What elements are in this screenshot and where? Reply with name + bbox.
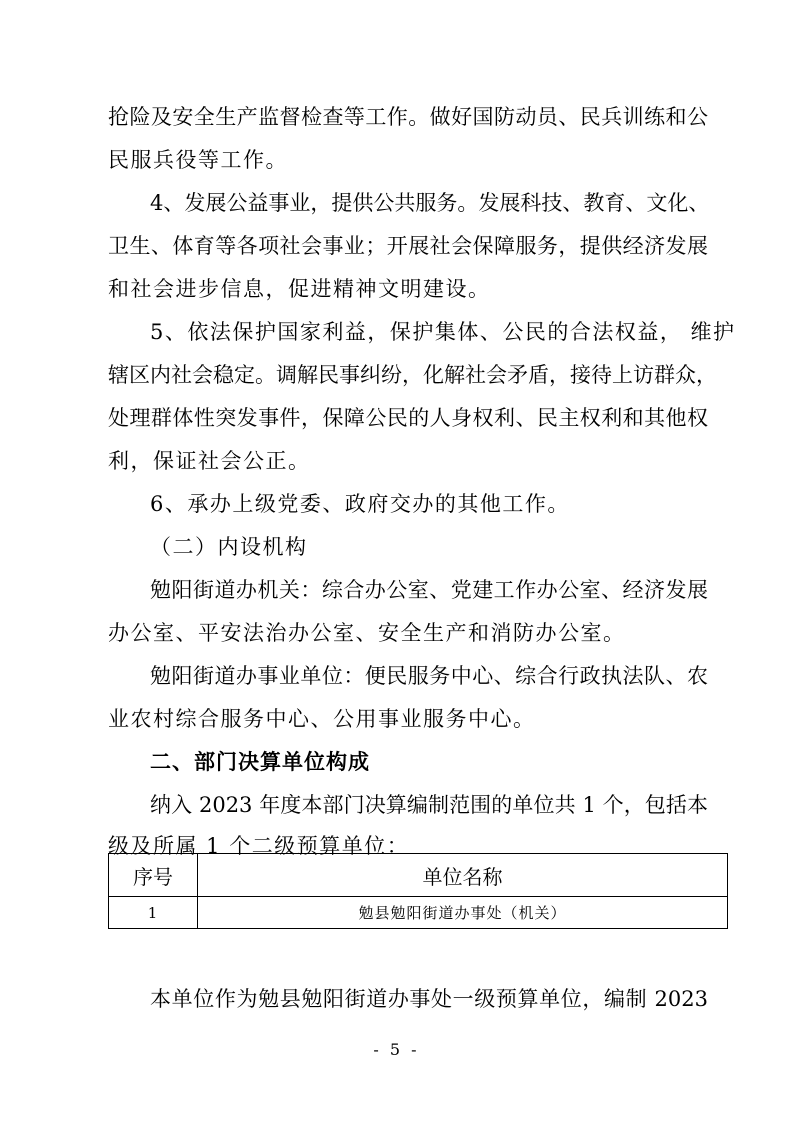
paragraph-line: 辖区内社会稳定。调解民事纠纷，化解社会矛盾，接待上访群众， [108, 363, 717, 387]
paragraph-line: 纳入 2023 年度本部门决算编制范围的单位共 1 个，包括本 [150, 793, 708, 817]
paragraph-line: 处理群体性突发事件，保障公民的人身权利、民主权利和其他权 [108, 406, 708, 430]
paragraph-line: 办公室、平安法治办公室、安全生产和消防办公室。 [108, 621, 626, 645]
paragraph-line: 5、依法保护国家利益，保护集体、公民的合法权益， 维护 [150, 320, 736, 344]
paragraph-line: 勉阳街道办机关：综合办公室、党建工作办公室、经济发展 [150, 578, 708, 602]
paragraph-line: 和社会进步信息，促进精神文明建设。 [108, 277, 491, 301]
table-row [109, 897, 728, 929]
budget-units-table [108, 853, 728, 929]
paragraph-line: 业农村综合服务中心、公用事业服务中心。 [108, 707, 536, 731]
section-subheading: （二）内设机构 [150, 535, 308, 559]
paragraph-line: 民服兵役等工作。 [108, 148, 288, 172]
paragraph-line: 利，保证社会公正。 [108, 449, 311, 473]
cell-serial-number: 1 [109, 897, 198, 929]
section-heading: 二、部门决算单位构成 [150, 750, 370, 774]
table-header-row [109, 854, 728, 897]
paragraph-line: 6、承办上级党委、政府交办的其他工作。 [150, 492, 570, 516]
cell-unit-name: 勉县勉阳街道办事处（机关） [198, 897, 728, 929]
paragraph-line: 抢险及安全生产监督检查等工作。做好国防动员、民兵训练和公 [108, 105, 708, 129]
paragraph-line: 级及所属 1 个二级预算单位： [108, 834, 410, 858]
header-unit-name: 单位名称 [198, 854, 728, 897]
paragraph-line: 卫生、体育等各项社会事业；开展社会保障服务，提供经济发展 [108, 234, 708, 258]
header-serial-number: 序号 [109, 854, 198, 897]
paragraph-line: 本单位作为勉县勉阳街道办事处一级预算单位，编制 2023 [150, 987, 708, 1011]
paragraph-line: 勉阳街道办事业单位：便民服务中心、综合行政执法队、农 [150, 664, 708, 688]
page-number: - 5 - [373, 1040, 420, 1059]
paragraph-line: 4、发展公益事业，提供公共服务。发展科技、教育、文化、 [150, 191, 710, 215]
